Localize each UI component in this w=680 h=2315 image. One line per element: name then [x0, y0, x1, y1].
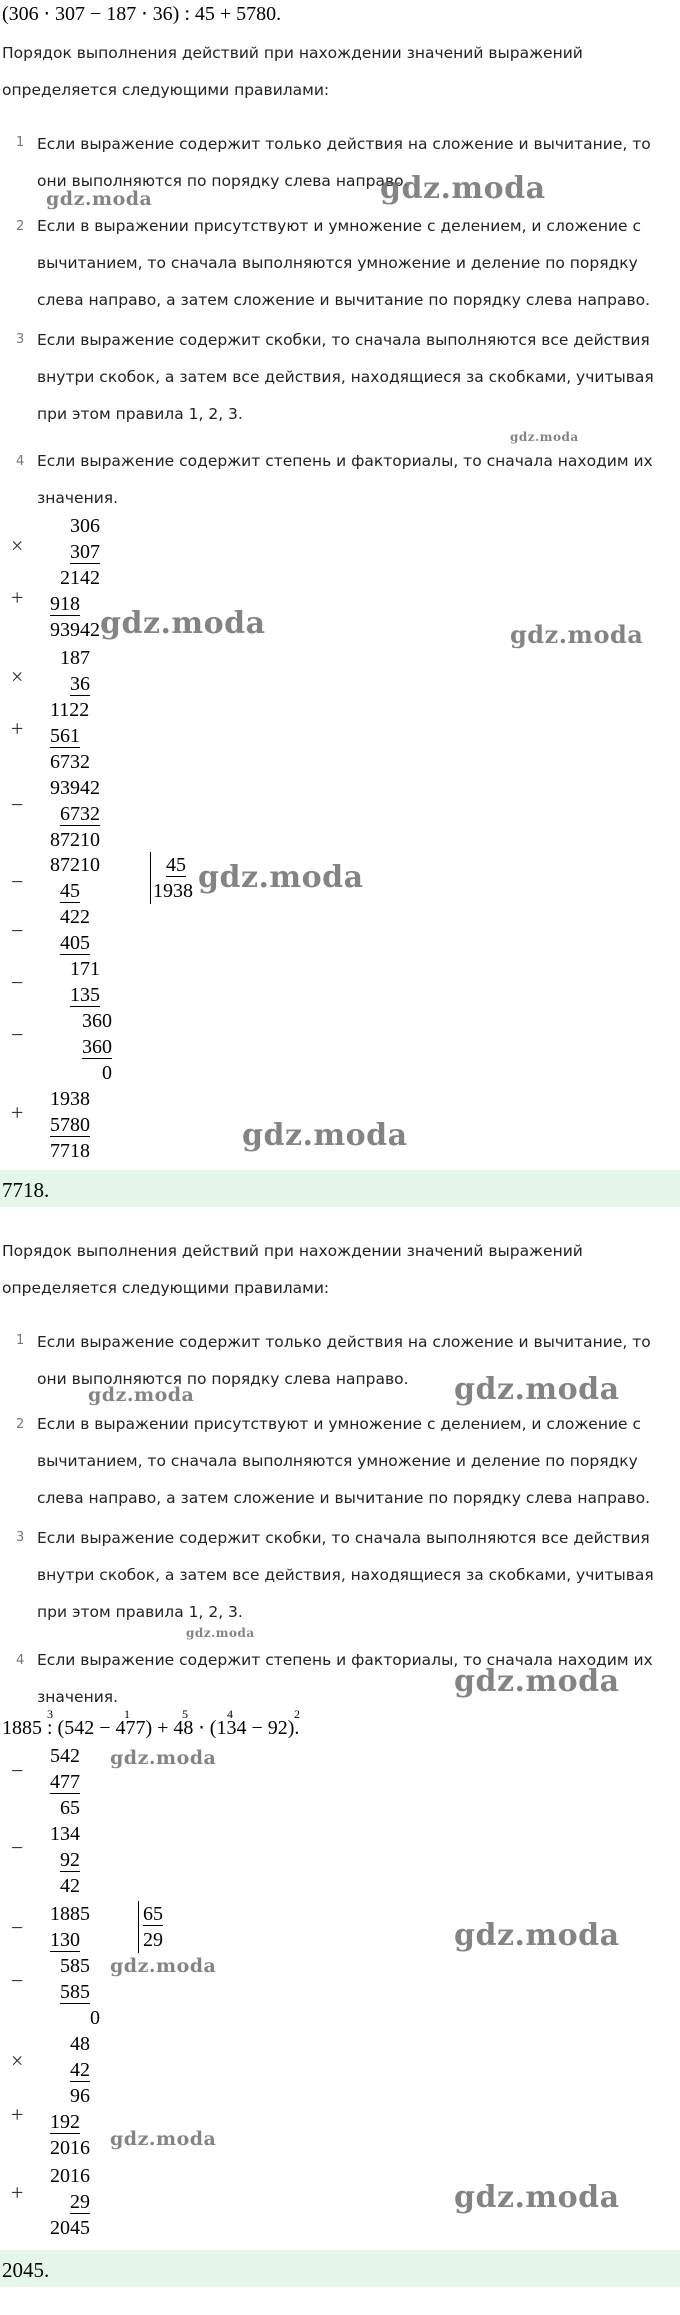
calc-value: 29: [70, 2191, 90, 2213]
expression-2: 1885 : (542 − 477) + 48 ⋅ (134 − 92).: [2, 1717, 300, 1739]
calc-value: 87210: [50, 829, 100, 851]
rule-number: 4: [16, 1653, 25, 1668]
calc-value: 96: [70, 2085, 90, 2107]
division-bar: [138, 1901, 139, 1953]
calc-value: 48: [70, 2033, 90, 2055]
times-sign: ×: [11, 664, 24, 689]
quotient: 1938: [153, 880, 193, 902]
rule-line: Если в выражении присутствуют и умножение с делением, и сложение с: [37, 1415, 642, 1433]
minus-sign: −: [11, 970, 24, 995]
rule-line: они выполняются по порядку слева направо.: [37, 1370, 409, 1388]
watermark: gdz.moda: [46, 188, 153, 210]
calc-value: 42: [70, 2059, 90, 2081]
quotient: 29: [143, 1929, 163, 1951]
order-mark: 3: [47, 1707, 53, 1721]
watermark: gdz.moda: [242, 1118, 408, 1153]
order-mark: 5: [182, 1707, 188, 1721]
watermark: gdz.moda: [88, 1384, 195, 1406]
order-mark: 1: [124, 1707, 130, 1721]
calc-value: 0: [102, 1062, 112, 1084]
calc-value: 65: [60, 1797, 80, 1819]
calc-value: 36: [70, 673, 90, 695]
calc-value: 42: [60, 1875, 80, 1897]
minus-sign: −: [11, 792, 24, 817]
rule-line: Если в выражении присутствуют и умножение с делением, и сложение с: [37, 217, 642, 235]
rule-number: 4: [16, 454, 25, 469]
watermark: gdz.moda: [454, 1372, 620, 1407]
minus-sign: −: [11, 1022, 24, 1047]
watermark: gdz.moda: [454, 2180, 620, 2215]
intro-line-2: определяется следующими правилами:: [2, 81, 330, 99]
expression-1: (306 ⋅ 307 − 187 ⋅ 36) : 45 + 5780.: [2, 3, 282, 25]
intro-line-1: Порядок выполнения действий при нахождении значений выражений: [2, 44, 583, 62]
order-mark: 4: [227, 1707, 233, 1721]
rule-line: внутри скобок, а затем все действия, находящиеся за скобками, учитывая: [37, 368, 654, 386]
intro-line-2: определяется следующими правилами:: [2, 1279, 330, 1297]
calc-value: 87210: [50, 854, 100, 876]
watermark: gdz.moda: [100, 606, 266, 641]
calc-value: 187: [60, 647, 90, 669]
plus-sign: +: [11, 585, 24, 610]
calc-value: 92: [60, 1849, 80, 1871]
calc-value: 1885: [50, 1903, 90, 1925]
calc-value: 6732: [60, 803, 100, 825]
rule-line: при этом правила 1, 2, 3.: [37, 1603, 243, 1621]
rule-line: вычитанием, то сначала выполняются умножение и деление по порядку: [37, 1452, 638, 1470]
calc-value: 405: [60, 932, 90, 954]
division-bar: [150, 852, 151, 904]
rule-line: Если выражение содержит степень и факториалы, то сначала находим их: [37, 1651, 653, 1669]
watermark: gdz.moda: [380, 171, 546, 206]
rule-line: слева направо, а затем сложение и вычитание по порядку слева направо.: [37, 1489, 651, 1507]
minus-sign: −: [11, 1835, 24, 1860]
watermark: gdz.moda: [454, 1918, 620, 1953]
watermark: gdz.moda: [110, 2128, 217, 2150]
rule-text: [37, 322, 654, 433]
times-sign: ×: [11, 2048, 24, 2073]
calc-value: 6732: [50, 751, 90, 773]
calc-value: 93942: [50, 619, 100, 641]
watermark: gdz.moda: [454, 1664, 620, 1699]
minus-sign: −: [11, 1758, 24, 1783]
rule-line: Если выражение содержит скобки, то сначала выполняются все действия: [37, 1529, 650, 1547]
calc-value: 130: [50, 1929, 80, 1951]
calc-value: 171: [70, 958, 100, 980]
calc-value: 585: [60, 1981, 90, 2003]
calc-value: 0: [90, 2007, 100, 2029]
calc-value: 93942: [50, 777, 100, 799]
rule-line: они выполняются по порядку слева направо.: [37, 172, 409, 190]
calc-value: 2016: [50, 2137, 90, 2159]
answer-value: 7718.: [2, 1178, 50, 1202]
answer-value: 2045.: [2, 2258, 50, 2282]
minus-sign: −: [11, 869, 24, 894]
calc-value: 2045: [50, 2217, 90, 2239]
calc-value: 1122: [50, 699, 90, 721]
calc-value: 360: [82, 1036, 112, 1058]
calc-value: 135: [70, 984, 100, 1006]
calc-value: 360: [82, 1010, 112, 1032]
rule-number: 3: [16, 1530, 25, 1545]
calc-value: 306: [70, 515, 100, 537]
rule-line: значения.: [37, 1688, 119, 1706]
rule-line: при этом правила 1, 2, 3.: [37, 405, 243, 423]
rule-number: 1: [16, 135, 25, 150]
calc-value: 561: [50, 725, 80, 747]
calc-value: 7718: [50, 1140, 90, 1162]
rule-line: Если выражение содержит только действия на сложение и вычитание, то: [37, 135, 651, 153]
plus-sign: +: [11, 1100, 24, 1125]
order-mark: 2: [294, 1707, 300, 1721]
rule-line: значения.: [37, 489, 119, 507]
watermark: gdz.moda: [510, 620, 644, 649]
rule-line: слева направо, а затем сложение и вычитание по порядку слева направо.: [37, 291, 651, 309]
divisor: 65: [143, 1903, 163, 1925]
calc-value: 918: [50, 593, 80, 615]
calc-value: 45: [60, 880, 80, 902]
rule-number: 2: [16, 1417, 25, 1432]
calc-value: 1938: [50, 1088, 90, 1110]
times-sign: ×: [11, 533, 24, 558]
calc-value: 2142: [60, 567, 100, 589]
calc-value: 422: [60, 906, 90, 928]
rule-text: [37, 443, 653, 517]
plus-sign: +: [11, 716, 24, 741]
minus-sign: −: [11, 1968, 24, 1993]
plus-sign: +: [11, 2102, 24, 2127]
watermark: gdz.moda: [110, 1747, 217, 1769]
rule-line: Если выражение содержит скобки, то сначала выполняются все действия: [37, 331, 650, 349]
calc-value: 5780: [50, 1114, 90, 1136]
answer-row: [0, 1170, 680, 1207]
watermark: gdz.moda: [186, 1626, 255, 1640]
watermark: gdz.moda: [510, 430, 579, 444]
calc-value: 134: [50, 1823, 80, 1845]
calc-value: 542: [50, 1745, 80, 1767]
rule-number: 1: [16, 1333, 25, 1348]
divisor: 45: [166, 854, 186, 876]
calc-value: 192: [50, 2111, 80, 2133]
answer-row: [0, 2250, 680, 2287]
calc-value: 585: [60, 1955, 90, 1977]
rule-line: Если выражение содержит только действия на сложение и вычитание, то: [37, 1333, 651, 1351]
calc-value: 477: [50, 1771, 80, 1793]
watermark: gdz.moda: [110, 1955, 217, 1977]
minus-sign: −: [11, 918, 24, 943]
rule-number: 3: [16, 332, 25, 347]
rule-text: [37, 208, 650, 319]
rule-line: Если выражение содержит степень и факториалы, то сначала находим их: [37, 452, 653, 470]
rule-text: [37, 1520, 654, 1631]
minus-sign: −: [11, 1915, 24, 1940]
rule-text: [37, 1406, 650, 1517]
rule-line: внутри скобок, а затем все действия, находящиеся за скобками, учитывая: [37, 1566, 654, 1584]
plus-sign: +: [11, 2180, 24, 2205]
watermark: gdz.moda: [198, 860, 364, 895]
rule-line: вычитанием, то сначала выполняются умножение и деление по порядку: [37, 254, 638, 272]
rule-number: 2: [16, 219, 25, 234]
intro-line-1: Порядок выполнения действий при нахождении значений выражений: [2, 1242, 583, 1260]
calc-value: 2016: [50, 2165, 90, 2187]
calc-value: 307: [70, 541, 100, 563]
